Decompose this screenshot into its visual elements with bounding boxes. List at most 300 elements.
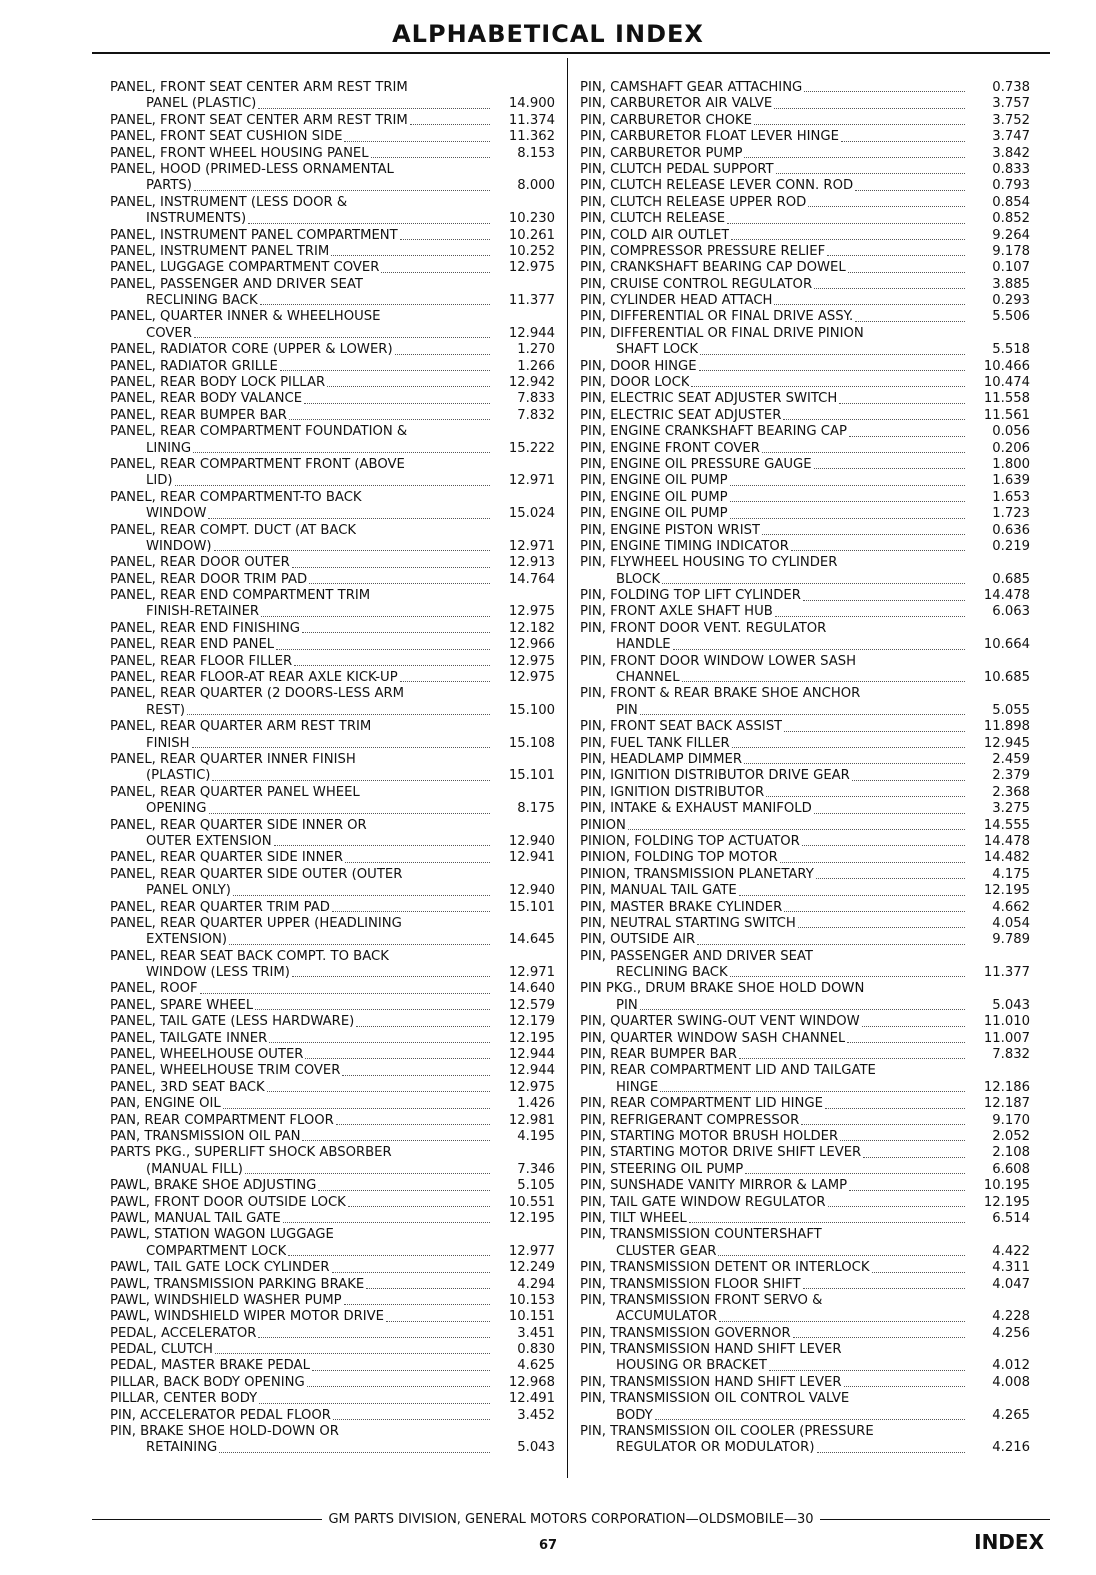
- index-entry-text: PARTS PKG., SUPERLIFT SHOCK ABSORBER: [110, 1145, 392, 1161]
- index-entry-text: PIN, STARTING MOTOR BRUSH HOLDER: [580, 1128, 839, 1144]
- dot-leader: [798, 927, 965, 928]
- dot-leader: [872, 1272, 965, 1273]
- index-entry-line: [580, 359, 1030, 375]
- dot-leader: [784, 911, 965, 912]
- index-entry-text: PANEL, REAR BODY VALANCE: [110, 391, 303, 407]
- dot-leader: [775, 616, 965, 617]
- index-entry-text: REST): [146, 702, 186, 718]
- index-entry-text: PIN, TRANSMISSION DETENT OR INTERLOCK: [580, 1260, 870, 1276]
- index-entry-number: 15.100: [508, 702, 555, 718]
- dot-leader: [808, 206, 965, 207]
- index-entry-text: PIN, CYLINDER HEAD ATTACH: [580, 293, 773, 309]
- index-entry: [580, 850, 1030, 866]
- index-entry-text: PIN, REAR BUMPER BAR: [580, 1047, 737, 1063]
- index-entry-line: [580, 326, 1030, 342]
- index-entry-line: [110, 883, 555, 899]
- index-entry-number: 11.898: [983, 719, 1030, 735]
- index-entry-line: [110, 719, 555, 735]
- dot-leader: [400, 239, 490, 240]
- index-entry-text: PANEL, REAR QUARTER TRIM PAD: [110, 899, 330, 915]
- index-entry-text: PAWL, WINDSHIELD WASHER PUMP: [110, 1292, 342, 1308]
- index-entry-text: PAN, ENGINE OIL: [110, 1096, 221, 1112]
- dot-leader: [719, 1321, 965, 1322]
- index-entry-text: PARTS): [146, 178, 192, 194]
- index-entry-line: [580, 1260, 1030, 1276]
- dot-leader: [259, 1403, 490, 1404]
- index-entry-text: WINDOW: [146, 506, 207, 522]
- index-entry: [110, 850, 555, 866]
- index-entry-line: [580, 588, 1030, 604]
- dot-leader: [660, 1091, 965, 1092]
- index-entry: [110, 867, 555, 900]
- index-entry-text: PIN, QUARTER WINDOW SASH CHANNEL: [580, 1030, 846, 1046]
- index-entry-line: [110, 900, 555, 916]
- index-entry: [110, 1227, 555, 1260]
- index-entry-number: 5.043: [992, 997, 1030, 1013]
- index-entry-text: PIN, ENGINE OIL PRESSURE GAUGE: [580, 456, 812, 472]
- index-entry: [110, 654, 555, 670]
- index-entry-line: [110, 621, 555, 637]
- index-entry-text: PANEL, REAR QUARTER SIDE INNER OR: [110, 817, 367, 833]
- index-entry-line: [580, 1014, 1030, 1030]
- index-entry-line: [110, 588, 555, 604]
- index-entry-line: [580, 605, 1030, 621]
- index-entry-number: 10.195: [983, 1178, 1030, 1194]
- index-entry-line: [580, 1424, 1030, 1440]
- index-entry-text: PANEL, WHEELHOUSE OUTER: [110, 1047, 304, 1063]
- index-entry: [580, 457, 1030, 473]
- dot-leader: [691, 386, 965, 387]
- index-entry: [110, 588, 555, 621]
- dot-leader: [848, 272, 965, 273]
- index-entry: [110, 1342, 555, 1358]
- index-entry-line: [580, 1342, 1030, 1358]
- index-entry-text: PANEL, FRONT SEAT CUSHION SIDE: [110, 129, 343, 145]
- dot-leader: [840, 1140, 965, 1141]
- index-entry-line: [580, 1375, 1030, 1391]
- index-entry-text: PANEL, REAR END COMPARTMENT TRIM: [110, 588, 371, 604]
- index-entry-line: [110, 490, 555, 506]
- index-entry-line: [110, 654, 555, 670]
- index-entry-text: OUTER EXTENSION: [146, 833, 272, 849]
- section-label: INDEX: [974, 1530, 1044, 1554]
- dot-leader: [289, 419, 490, 420]
- index-entry-number: 4.256: [992, 1325, 1030, 1341]
- index-entry-line: [110, 998, 555, 1014]
- index-entry: [580, 1227, 1030, 1260]
- index-entry: [110, 359, 555, 375]
- index-entry-line: [580, 981, 1030, 997]
- index-entry-line: [580, 195, 1030, 211]
- index-entry: [110, 1408, 555, 1424]
- index-entry-line: [110, 391, 555, 407]
- index-entry-text: PIN, TRANSMISSION HAND SHIFT LEVER: [580, 1342, 842, 1358]
- index-entry: [110, 1096, 555, 1112]
- dot-leader: [305, 1058, 490, 1059]
- index-entry: [110, 1309, 555, 1325]
- index-entry-line: [580, 1277, 1030, 1293]
- index-entry-text: HOUSING OR BRACKET: [616, 1358, 767, 1374]
- index-entry-text: PIN, TAIL GATE WINDOW REGULATOR: [580, 1194, 826, 1210]
- dot-leader: [345, 862, 490, 863]
- dot-leader: [333, 1419, 490, 1420]
- index-entry-number: 4.662: [992, 899, 1030, 915]
- index-entry-number: 3.275: [992, 801, 1030, 817]
- index-entry: [110, 1424, 555, 1457]
- index-entry-number: 7.832: [517, 407, 555, 423]
- dot-leader: [258, 1337, 490, 1338]
- index-entry: [580, 588, 1030, 604]
- index-entry-text: PAN, REAR COMPARTMENT FLOOR: [110, 1112, 334, 1128]
- index-entry-line: [110, 1063, 555, 1079]
- index-entry-text: PIN, IGNITION DISTRIBUTOR DRIVE GEAR: [580, 768, 850, 784]
- index-entry-line: [580, 260, 1030, 276]
- index-entry-line: [580, 1031, 1030, 1047]
- dot-leader: [855, 321, 965, 322]
- index-entry-number: 12.913: [508, 555, 555, 571]
- index-entry: [110, 818, 555, 851]
- index-entry-line: [110, 1047, 555, 1063]
- dot-leader: [229, 944, 490, 945]
- index-entry-text: PIN, MASTER BRAKE CYLINDER: [580, 899, 783, 915]
- index-entry: [580, 178, 1030, 194]
- dot-leader: [769, 1370, 965, 1371]
- index-entry-text: CLUSTER GEAR: [616, 1243, 717, 1259]
- index-entry-number: 14.645: [508, 932, 555, 948]
- index-entry-line: [110, 1440, 555, 1456]
- index-entry-text: PANEL, REAR COMPARTMENT-TO BACK: [110, 489, 362, 505]
- index-entry-line: [580, 228, 1030, 244]
- index-entry: [580, 424, 1030, 440]
- dot-leader: [342, 1075, 490, 1076]
- index-entry-number: 11.558: [983, 391, 1030, 407]
- index-entry-text: PIN, ENGINE FRONT COVER: [580, 440, 760, 456]
- index-entry-text: PANEL, HOOD (PRIMED-LESS ORNAMENTAL: [110, 161, 394, 177]
- index-entry-line: [110, 1293, 555, 1309]
- index-entry-number: 15.024: [508, 506, 555, 522]
- dot-leader: [366, 1288, 490, 1289]
- index-entry-text: PIN, CLUTCH RELEASE LEVER CONN. ROD: [580, 178, 854, 194]
- index-entry-number: 0.206: [992, 440, 1030, 456]
- dot-leader: [839, 403, 965, 404]
- index-entry: [110, 785, 555, 818]
- index-entry: [110, 1113, 555, 1129]
- index-entry: [110, 277, 555, 310]
- index-entry: [110, 1047, 555, 1063]
- index-entry-line: [110, 1358, 555, 1374]
- index-entry-line: [580, 1440, 1030, 1456]
- index-entry-line: [580, 555, 1030, 571]
- index-entry-text: PIN, QUARTER SWING-OUT VENT WINDOW: [580, 1014, 860, 1030]
- index-entry-text: PANEL, RADIATOR CORE (UPPER & LOWER): [110, 342, 393, 358]
- index-entry-number: 15.222: [508, 440, 555, 456]
- index-entry-text: PIN, REFRIGERANT COMPRESSOR: [580, 1112, 800, 1128]
- index-entry-line: [110, 1129, 555, 1145]
- index-entry-line: [580, 457, 1030, 473]
- index-entry-text: PANEL, RADIATOR GRILLE: [110, 358, 278, 374]
- index-entry-line: [110, 981, 555, 997]
- dot-leader: [739, 895, 965, 896]
- index-entry-number: 0.854: [992, 194, 1030, 210]
- dot-leader: [309, 583, 490, 584]
- index-entry-line: [580, 998, 1030, 1014]
- index-entry-text: INSTRUMENTS): [146, 211, 247, 227]
- index-entry-number: 12.249: [508, 1260, 555, 1276]
- index-entry-line: [110, 867, 555, 883]
- index-entry-text: PIN, FOLDING TOP LIFT CYLINDER: [580, 588, 801, 604]
- index-entry-number: 4.265: [992, 1407, 1030, 1423]
- index-column-left: [110, 80, 555, 1457]
- dot-leader: [791, 550, 965, 551]
- index-entry-text: PINION: [580, 817, 626, 833]
- index-entry-line: [110, 605, 555, 621]
- index-entry-number: 12.975: [508, 1079, 555, 1095]
- index-entry-line: [110, 1260, 555, 1276]
- index-entry-number: 14.900: [508, 96, 555, 112]
- index-entry-text: HINGE: [616, 1079, 659, 1095]
- index-entry: [580, 1113, 1030, 1129]
- index-entry-number: 12.579: [508, 997, 555, 1013]
- index-entry-text: PIN, IGNITION DISTRIBUTOR: [580, 784, 765, 800]
- index-entry-text: PIN, CLUTCH RELEASE: [580, 211, 726, 227]
- index-entry-text: PIN, COLD AIR OUTLET: [580, 227, 730, 243]
- index-entry: [110, 637, 555, 653]
- index-entry-text: PIN: [616, 997, 638, 1013]
- index-entry-line: [110, 441, 555, 457]
- index-entry-line: [110, 146, 555, 162]
- dot-leader: [817, 1452, 966, 1453]
- index-entry-line: [110, 228, 555, 244]
- index-entry-number: 10.664: [983, 637, 1030, 653]
- index-entry-line: [580, 1080, 1030, 1096]
- index-entry-line: [580, 1178, 1030, 1194]
- index-entry-text: PANEL, FRONT WHEEL HOUSING PANEL: [110, 145, 369, 161]
- index-entry-line: [110, 916, 555, 932]
- index-entry-number: 14.478: [983, 588, 1030, 604]
- index-entry-number: 4.047: [992, 1276, 1030, 1292]
- index-entry-number: 1.266: [517, 358, 555, 374]
- index-entry-line: [110, 408, 555, 424]
- index-entry-number: 10.466: [983, 358, 1030, 374]
- dot-leader: [718, 1255, 965, 1256]
- index-entry-text: RETAINING: [146, 1440, 218, 1456]
- index-entry: [580, 408, 1030, 424]
- index-entry-text: PANEL, INSTRUMENT PANEL TRIM: [110, 243, 330, 259]
- index-entry-number: 2.108: [992, 1145, 1030, 1161]
- index-entry-number: 8.153: [517, 145, 555, 161]
- index-entry: [110, 1031, 555, 1047]
- dot-leader: [802, 845, 965, 846]
- dot-leader: [699, 370, 965, 371]
- index-entry: [110, 260, 555, 276]
- index-entry-line: [580, 293, 1030, 309]
- index-entry: [110, 1293, 555, 1309]
- dot-leader: [288, 1255, 490, 1256]
- index-entry-text: OPENING: [146, 801, 207, 817]
- index-entry-text: PIN PKG., DRUM BRAKE SHOE HOLD DOWN: [580, 981, 865, 997]
- index-entry-text: (MANUAL FILL): [146, 1161, 243, 1177]
- index-entry-text: PANEL, 3RD SEAT BACK: [110, 1079, 265, 1095]
- index-entry-number: 9.178: [992, 243, 1030, 259]
- index-entry-line: [110, 686, 555, 702]
- index-entry-number: 3.757: [992, 96, 1030, 112]
- index-entry: [110, 375, 555, 391]
- index-entry-text: PIN, ENGINE CRANKSHAFT BEARING CAP: [580, 424, 847, 440]
- index-entry-text: PIN, PASSENGER AND DRIVER SEAT: [580, 948, 813, 964]
- dot-leader: [640, 1009, 965, 1010]
- index-entry-line: [110, 539, 555, 555]
- dot-leader: [849, 436, 965, 437]
- index-entry-number: 0.852: [992, 211, 1030, 227]
- index-entry-text: PANEL (PLASTIC): [146, 96, 257, 112]
- index-entry-number: 12.977: [508, 1243, 555, 1259]
- index-entry-text: COMPARTMENT LOCK: [146, 1243, 287, 1259]
- index-entry-number: 4.012: [992, 1358, 1030, 1374]
- footer-rule-left: [92, 1519, 322, 1520]
- index-entry-number: 9.170: [992, 1112, 1030, 1128]
- index-entry: [110, 1326, 555, 1342]
- index-entry: [580, 1277, 1030, 1293]
- index-entry: [580, 555, 1030, 588]
- index-entry-text: PIN, ENGINE OIL PUMP: [580, 506, 728, 522]
- index-entry-line: [580, 1162, 1030, 1178]
- index-entry-line: [580, 900, 1030, 916]
- index-entry-number: 10.151: [508, 1309, 555, 1325]
- index-entry-text: PIN, ENGINE OIL PUMP: [580, 473, 728, 489]
- index-entry-text: PANEL, PASSENGER AND DRIVER SEAT: [110, 276, 363, 292]
- index-entry-line: [580, 637, 1030, 653]
- index-entry-text: PANEL, REAR FLOOR-AT REAR AXLE KICK-UP: [110, 670, 398, 686]
- index-entry-text: PIN, DIFFERENTIAL OR FINAL DRIVE PINION: [580, 325, 864, 341]
- index-entry-line: [580, 490, 1030, 506]
- index-entry-text: PANEL ONLY): [146, 883, 231, 899]
- dot-leader: [312, 1370, 490, 1371]
- index-entry: [580, 801, 1030, 817]
- index-entry-text: CHANNEL: [616, 670, 680, 686]
- dot-leader: [689, 1222, 965, 1223]
- index-entry-line: [110, 818, 555, 834]
- index-entry-line: [110, 768, 555, 784]
- index-entry: [580, 260, 1030, 276]
- index-entry: [110, 490, 555, 523]
- dot-leader: [200, 993, 490, 994]
- index-entry: [580, 1391, 1030, 1424]
- dot-leader: [292, 976, 490, 977]
- index-entry-number: 12.971: [508, 965, 555, 981]
- dot-leader: [803, 600, 965, 601]
- dot-leader: [731, 239, 965, 240]
- index-entry-line: [110, 801, 555, 817]
- index-entry-number: 0.636: [992, 522, 1030, 538]
- dot-leader: [219, 1452, 490, 1453]
- index-entry-text: PIN, ELECTRIC SEAT ADJUSTER: [580, 407, 782, 423]
- index-entry-text: PANEL, SPARE WHEEL: [110, 997, 254, 1013]
- index-entry: [110, 1129, 555, 1145]
- index-entry-line: [110, 506, 555, 522]
- index-entry-line: [580, 244, 1030, 260]
- index-entry: [580, 506, 1030, 522]
- dot-leader: [628, 829, 965, 830]
- index-entry: [580, 96, 1030, 112]
- index-entry-line: [110, 211, 555, 227]
- index-entry-number: 2.459: [992, 752, 1030, 767]
- index-entry-number: 11.374: [508, 112, 555, 128]
- index-entry-number: 6.063: [992, 604, 1030, 620]
- index-entry-number: 3.747: [992, 129, 1030, 145]
- index-entry-text: PAN, TRANSMISSION OIL PAN: [110, 1128, 301, 1144]
- index-entry-line: [580, 1063, 1030, 1079]
- dot-leader: [730, 485, 965, 486]
- index-entry-line: [110, 752, 555, 768]
- dot-leader: [732, 747, 965, 748]
- index-entry-text: (PLASTIC): [146, 768, 211, 784]
- index-entry-text: PINION, FOLDING TOP MOTOR: [580, 850, 778, 866]
- index-entry-line: [110, 670, 555, 686]
- index-entry-line: [580, 162, 1030, 178]
- index-entry-number: 15.101: [508, 899, 555, 915]
- index-entry: [580, 211, 1030, 227]
- index-entry: [580, 441, 1030, 457]
- index-entry-number: 14.555: [983, 817, 1030, 833]
- index-entry-line: [580, 441, 1030, 457]
- index-entry-text: PIN, CARBURETOR PUMP: [580, 145, 743, 161]
- index-entry-line: [580, 1145, 1030, 1161]
- index-entry-number: 7.833: [517, 391, 555, 407]
- index-entry-text: PIN, DOOR LOCK: [580, 375, 690, 391]
- index-entry: [580, 1162, 1030, 1178]
- index-entry-line: [580, 424, 1030, 440]
- dot-leader: [208, 518, 490, 519]
- index-entry-number: 12.981: [508, 1112, 555, 1128]
- index-entry: [580, 834, 1030, 850]
- index-column-right: [580, 80, 1030, 1457]
- index-entry-line: [580, 1408, 1030, 1424]
- index-entry-number: 0.219: [992, 538, 1030, 554]
- index-entry-line: [110, 162, 555, 178]
- index-entry: [110, 1014, 555, 1030]
- index-entry-line: [110, 129, 555, 145]
- index-entry-text: PANEL, INSTRUMENT PANEL COMPARTMENT: [110, 227, 398, 243]
- index-entry-line: [110, 277, 555, 293]
- index-entry-number: 12.944: [508, 1063, 555, 1079]
- index-entry-text: FINISH: [146, 735, 190, 751]
- dot-leader: [754, 124, 965, 125]
- index-entry-line: [580, 80, 1030, 96]
- index-entry-text: PANEL, REAR QUARTER UPPER (HEADLINING: [110, 915, 402, 931]
- index-entry: [580, 605, 1030, 621]
- index-entry-number: 12.945: [983, 735, 1030, 751]
- index-entry-text: PANEL, REAR COMPT. DUCT (AT BACK: [110, 522, 357, 538]
- index-entry-text: PANEL, REAR QUARTER INNER FINISH: [110, 752, 356, 767]
- index-entry-number: 5.043: [517, 1440, 555, 1456]
- dot-leader: [302, 632, 490, 633]
- index-entry-text: PIN, CLUTCH RELEASE UPPER ROD: [580, 194, 807, 210]
- dot-leader: [215, 1353, 490, 1354]
- index-entry-line: [110, 326, 555, 342]
- page-title: ALPHABETICAL INDEX: [392, 20, 704, 48]
- index-entry: [110, 1178, 555, 1194]
- index-entry: [580, 949, 1030, 982]
- index-entry-text: PIN, REAR COMPARTMENT LID AND TAILGATE: [580, 1063, 876, 1079]
- index-entry-line: [580, 686, 1030, 702]
- index-entry-number: 10.252: [508, 243, 555, 259]
- index-entry: [580, 359, 1030, 375]
- index-entry-text: PANEL, TAILGATE INNER: [110, 1030, 268, 1046]
- index-entry-line: [580, 752, 1030, 768]
- index-entry-text: PIN, STARTING MOTOR DRIVE SHIFT LEVER: [580, 1145, 862, 1161]
- index-entry-number: 3.885: [992, 276, 1030, 292]
- index-entry: [110, 1145, 555, 1178]
